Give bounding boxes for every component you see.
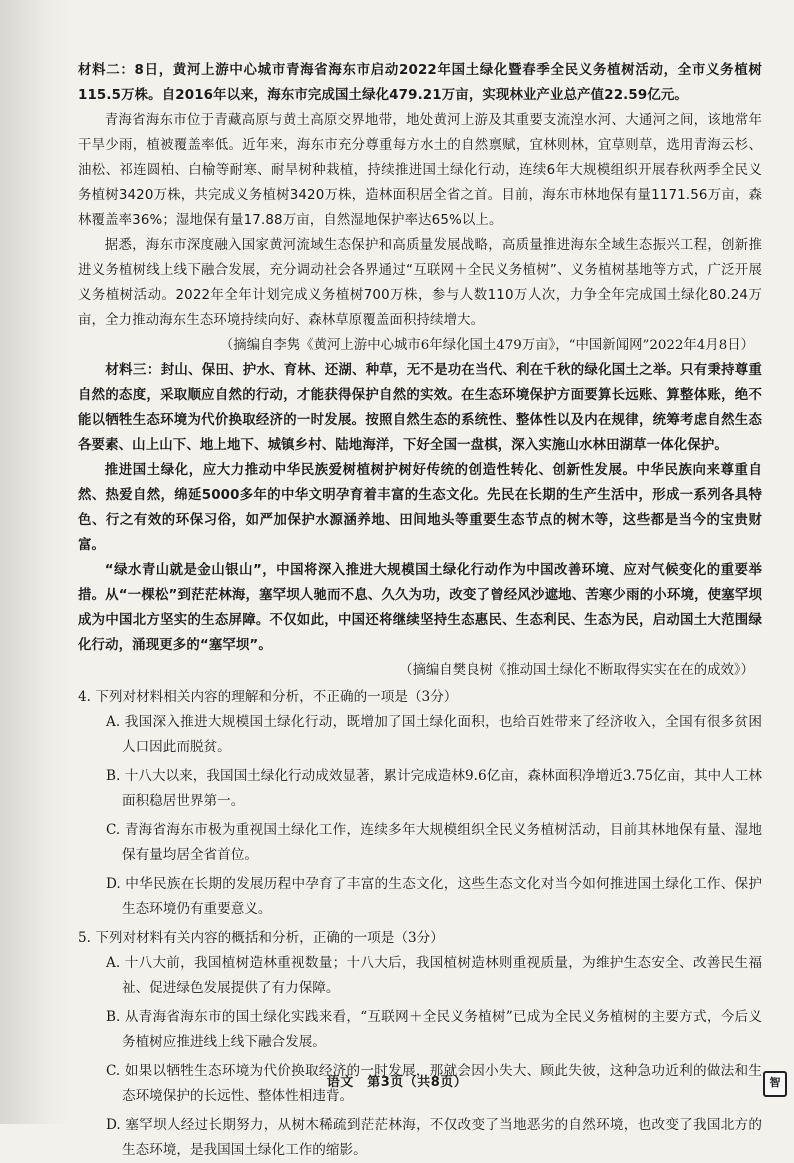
page-footer: 语文 第3页（共8页） <box>326 1075 468 1090</box>
question-4-option-b: B. 十八大以来，我国国土绿化行动成效显著，累计完成造林9.6亿亩，森林面积净增近3.75亿亩，其中人工林面积稳居世界第一。 <box>106 768 762 809</box>
question-4-option-c: C. 青海省海东市极为重视国土绿化工作，连续多年大规模组织全民义务植树活动，目前其林地保有量、湿地保有量均居全省首位。 <box>106 822 762 863</box>
question-5-option-a: A. 十八大前，我国植树造林重视数量；十八大后，我国植树造林则重视质量，为维护生态安全、改善民生福祉、促进绿色发展提供了有力保障。 <box>106 955 762 996</box>
question-4-option-a: A. 我国深入推进大规模国土绿化行动，既增加了国土绿化面积，也给百姓带来了经济收入，全国有很多贫困人口因此而脱贫。 <box>106 714 762 755</box>
material3-label: 材料三： <box>105 362 161 378</box>
material2-paragraph-2: 青海省海东市位于青藏高原与黄土高原交界地带，地处黄河上游及其重要支流湟水河、大通河之间，该地常年干旱少雨，植被覆盖率低。近年来，海东市充分尊重每方水土的自然禀赋，宜林则林，宜草则草，选用青海云杉、油松、祁连圆柏、白榆等耐寒、耐旱树种栽植，持续推进国土绿化行动，连续6年大规模组织开展春秋两季全民义务植树3420万株，共完成义务植树3420万株，造林面积居全省之首。目前，海东市林地保有量1171.56万亩，森林覆盖率36%；湿地保有量17.88万亩，自然湿地保护率达65%以上。 <box>78 113 762 228</box>
material2-paragraph-3: 据悉，海东市深度融入国家黄河流域生态保护和高质量发展战略，高质量推进海东全域生态振兴工程，创新推进义务植树线上线下融合发展，充分调动社会各界通过“互联网＋全民义务植树”、义务植树基地等方式，广泛开展义务植树活动。2022年全年计划完成义务植树700万株，参与人数110万人次，力争全年完成国土绿化80.24万亩，全力推动海东生态环境持续向好、森林草原覆盖面积持续增大。 <box>78 238 762 328</box>
material3-text-1: 封山、保田、护水、育林、还湖、种草，无不是功在当代、利在千秋的绿化国土之举。只有秉持尊重自然的态度，采取顺应自然的行动，才能获得保护自然的实效。在生态环境保护方面要算长远账、算整体账，绝不能以牺牲生态环境为代价换取经济的一时发展。按照自然生态的系统性、整体性以及内在规律，统筹考虑自然生态各要素、山上山下、地上地下、城镇乡村、陆地海洋，下好全国一盘棋，深入实施山水林田湖草一体化保护。 <box>78 363 762 453</box>
question-4-stem: 4. 下列对材料相关内容的理解和分析，不正确的一项是（3分） <box>78 689 458 705</box>
material2-text-1: 8日，黄河上游中心城市青海省海东市启动2022年国土绿化暨春季全民义务植树活动，全市义务植树115.5万株。自2016年以来，海东市完成国土绿化479.21万亩，实现林业产业总产值22.59亿元。 <box>78 63 762 103</box>
material3-paragraph-1 <box>78 358 762 458</box>
material3-source: （摘编自樊良树《推动国土绿化不断取得实实在在的成效》） <box>399 663 754 678</box>
material3-paragraph-3: “绿水青山就是金山银山”，中国将深入推进大规模国土绿化行动作为中国改善环境、应对气候变化的重要举措。从“一棵松”到茫茫林海，塞罕坝人驰而不息、久久为功，改变了曾经风沙遮地、苦寒少雨的小环境，使塞罕坝成为中国北方坚实的生态屏障。不仅如此，中国还将继续坚持生态惠民、生态利民、生态为民，启动国土大范围绿化行动，涌现更多的“塞罕坝”。 <box>78 563 762 653</box>
question-5-stem: 5. 下列对材料有关内容的概括和分析，正确的一项是（3分） <box>78 930 444 946</box>
question-5 <box>78 926 762 1163</box>
question-5-option-d: D. 塞罕坝人经过长期努力，从树木稀疏到茫茫林海，不仅改变了当地恶劣的自然环境，也改变了我国北方的生态环境，是我国国土绿化工作的缩影。 <box>106 1117 762 1158</box>
watermark-stamp: 智 <box>763 1071 787 1097</box>
material2-paragraph-1 <box>78 58 762 108</box>
question-4-option-d: D. 中华民族在长期的发展历程中孕育了丰富的生态文化，这些生态文化对当今如何推进国土绿化工作、保护生态环境仍有重要意义。 <box>106 876 762 917</box>
question-5-option-c: C. 如果以牺牲生态环境为代价换取经济的一时发展，那就会因小失大、顾此失彼，这种急功近利的做法和生态环境保护的长远性、整体性相违背。 <box>106 1063 762 1104</box>
question-5-option-b: B. 从青海省海东市的国土绿化实践来看，“互联网＋全民义务植树”已成为全民义务植树的主要方式，今后义务植树应推进线上线下融合发展。 <box>106 1009 762 1050</box>
material3-paragraph-2: 推进国土绿化，应大力推动中华民族爱树植树护树好传统的创造性转化、创新性发展。中华民族向来尊重自然、热爱自然，绵延5000多年的中华文明孕育着丰富的生态文化。先民在长期的生产生活中，形成一系列各具特色、行之有效的环保习俗，如严加保护水源涵养地、田间地头等重要生态节点的树木等，这些都是当今的宝贵财富。 <box>78 463 762 553</box>
material2-source: （摘编自李隽《黄河上游中心城市6年绿化国土479万亩》，“中国新闻网”2022年4月8日） <box>219 338 754 353</box>
question-4 <box>78 685 762 922</box>
material2-label: 材料二： <box>78 63 135 78</box>
